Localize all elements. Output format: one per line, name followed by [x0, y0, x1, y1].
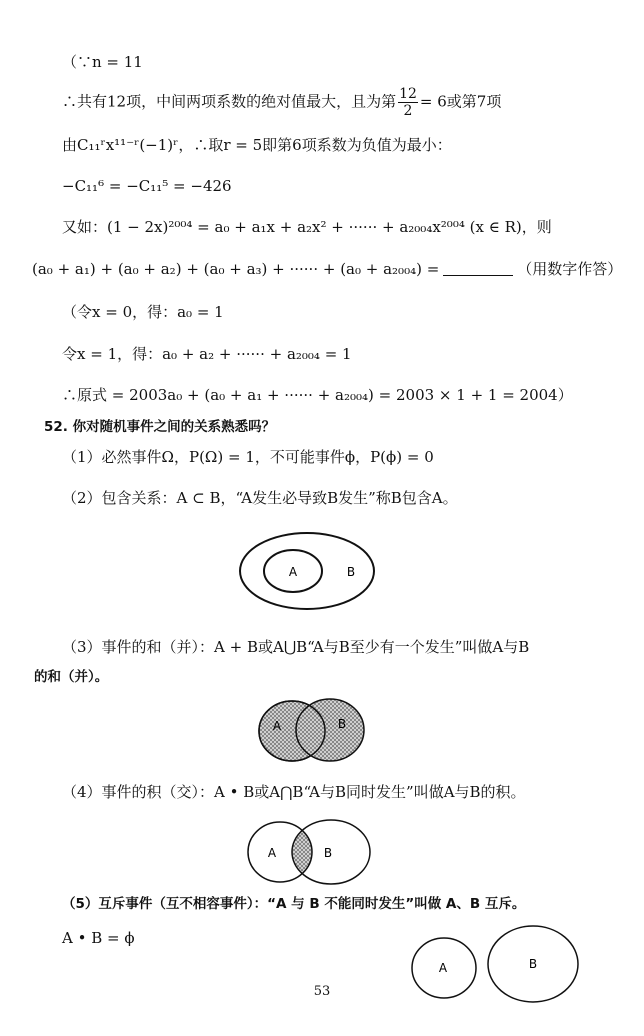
fraction-numerator: 12 — [399, 86, 417, 102]
item-2-text: （2）包含关系：A ⊂ B，“A发生必导致B发生”称B包含A。 — [62, 489, 458, 507]
item-4-text: （4）事件的积（交）：A • B或A⋂B“A与B同时发生”叫做A与B的积。 — [62, 783, 526, 801]
section-heading-52: 52. 你对随机事件之间的关系熟悉吗？ — [44, 419, 276, 435]
text-line-9: ∴原式 = 2003a₀ + (a₀ + a₁ + ······ + a₂₀₀₄) = 2003 × 1 + 1 = 2004） — [62, 386, 573, 404]
text-line-3: 由C₁₁ʳx¹¹⁻ʳ(−1)ʳ，∴取r = 5即第6项系数为负值为最小： — [62, 136, 452, 154]
text-line-2 — [62, 86, 501, 119]
union-diagram — [256, 697, 368, 765]
inclusion-diagram — [237, 530, 377, 612]
label-b: B — [323, 846, 333, 860]
text-line-1: （∵n = 11 — [62, 53, 143, 71]
item-3-text-continued: 的和（并）。 — [34, 669, 109, 685]
label-b: B — [337, 717, 347, 731]
item-1-text: （1）必然事件Ω，P(Ω) = 1，不可能事件ϕ，P(ϕ) = 0 — [62, 448, 434, 466]
label-a: A — [267, 846, 277, 860]
item-3-text: （3）事件的和（并）：A + B或A⋃B“A与B至少有一个发生”叫做A与B — [62, 638, 530, 656]
ellipse-b — [296, 699, 364, 761]
label-b: B — [346, 565, 356, 579]
text-line-5: 又如：(1 − 2x)²⁰⁰⁴ = a₀ + a₁x + a₂x² + ······ + a₂₀₀₄x²⁰⁰⁴ (x ∈ R)，则 — [62, 218, 552, 236]
text-line-6-formula: (a₀ + a₁) + (a₀ + a₂) + (a₀ + a₃) + ······ + (a₀ + a₂₀₀₄) = — [32, 260, 440, 278]
text-line-2-part-a: ∴共有12项，中间两项系数的绝对值最大，且为第 — [62, 92, 397, 111]
text-line-8: 令x = 1，得：a₀ + a₂ + ······ + a₂₀₀₄ = 1 — [62, 345, 352, 363]
label-a: A — [288, 565, 298, 579]
text-line-2-part-b: = 6或第7项 — [419, 92, 502, 111]
label-b: B — [528, 957, 538, 971]
fraction-12-over-2 — [398, 86, 418, 119]
label-a: A — [438, 961, 448, 975]
answer-blank — [443, 261, 513, 276]
fraction-denominator: 2 — [403, 103, 413, 119]
text-line-6 — [32, 259, 622, 279]
text-line-6-note: （用数字作答） — [517, 260, 623, 278]
text-line-4: −C₁₁⁶ = −C₁₁⁵ = −426 — [62, 177, 232, 195]
item-5-formula: A • B = ϕ — [62, 929, 135, 947]
page-number: 53 — [313, 984, 331, 999]
item-5-text: （5）互斥事件（互不相容事件）：“A 与 B 不能同时发生”叫做 A、B 互斥。 — [62, 896, 526, 912]
label-a: A — [272, 719, 282, 733]
intersection-diagram — [245, 817, 373, 887]
text-line-7: （令x = 0，得：a₀ = 1 — [62, 303, 224, 321]
